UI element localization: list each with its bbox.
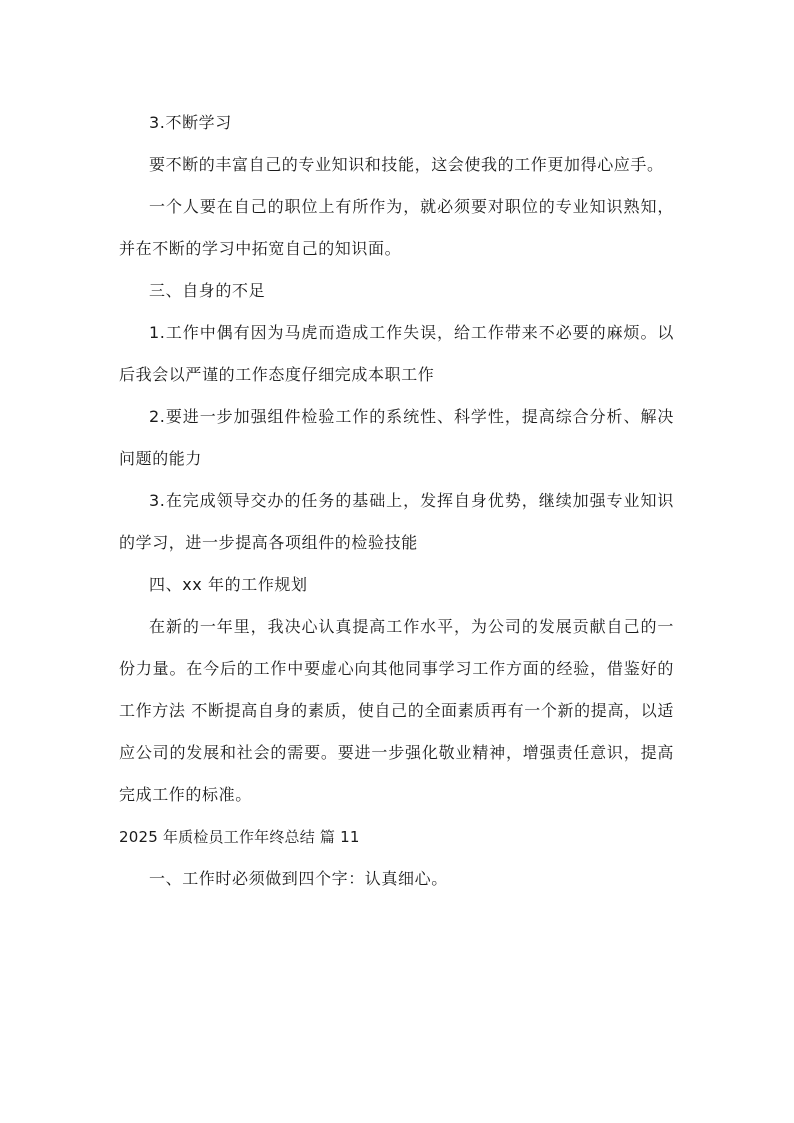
paragraph-plan-heading: 四、xx 年的工作规划 (149, 575, 308, 594)
paragraph-enrich-knowledge: 要不断的丰富自己的专业知识和技能，这会使我的工作更加得心应手。 (149, 155, 664, 174)
paragraph-shortcomings-heading: 三、自身的不足 (149, 281, 266, 300)
paragraph-shortcoming-1: 1.工作中偶有因为马虎而造成工作失误，给工作带来不必要的麻烦。以后我会以严谨的工作态度仔细完成本职工作 (119, 323, 674, 384)
paragraph-plan-body: 在新的一年里，我决心认真提高工作水平，为公司的发展贡献自己的一份力量。在今后的工作中要虚心向其他同事学习工作方面的经验，借鉴好的工作方法 不断提高自身的素质，使自己的全面素质再有一个新的提高，以适应公司的发展和社会的需要。要进一步强化敬业精神，增强责任意识，提高完成工作的标准。 (119, 617, 674, 804)
paragraph-shortcoming-3: 3.在完成领导交办的任务的基础上，发挥自身优势，继续加强专业知识的学习，进一步提高各项组件的检验技能 (119, 491, 674, 552)
paragraph-careful-work: 一、工作时必须做到四个字：认真细心。 (149, 869, 448, 888)
section-title: 2025 年质检员工作年终总结 篇 11 (119, 828, 360, 846)
document-body (119, 102, 674, 900)
paragraph-shortcoming-2: 2.要进一步加强组件检验工作的系统性、科学性，提高综合分析、解决问题的能力 (119, 407, 674, 468)
paragraph-professional-knowledge: 一个人要在自己的职位上有所作为，就必须要对职位的专业知识熟知，并在不断的学习中拓宽自己的知识面。 (119, 197, 674, 258)
paragraph-study-heading: 3.不断学习 (149, 113, 232, 132)
